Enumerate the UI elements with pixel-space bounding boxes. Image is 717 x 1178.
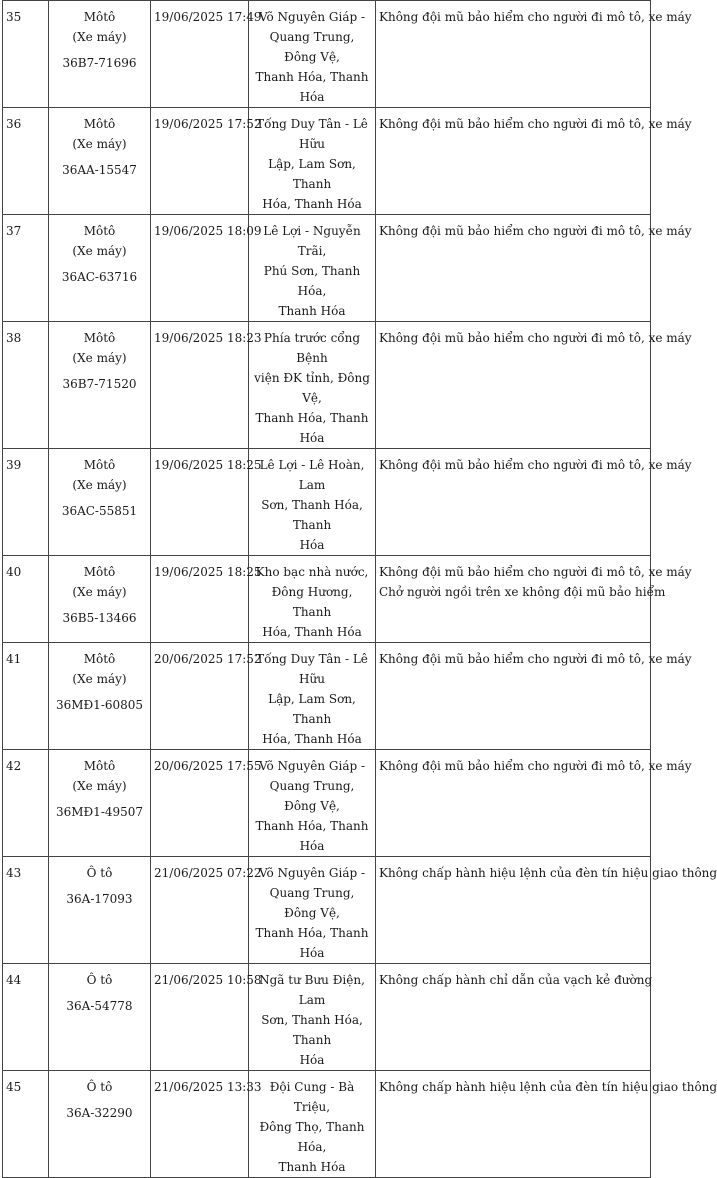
license-plate: 36AA-15547 <box>62 163 137 177</box>
vehicle-type: Môtô <box>83 652 116 666</box>
license-plate: 36A-17093 <box>66 892 133 906</box>
location-cell <box>249 964 376 1071</box>
violation-cell <box>376 857 717 964</box>
table-row <box>3 964 651 1071</box>
vehicle-cell <box>49 556 151 643</box>
violation-text: Không đội mũ bảo hiểm cho người đi mô tô, xe máy <box>379 10 692 24</box>
violation-cell <box>376 108 692 215</box>
violations-table-body <box>3 1 717 1178</box>
location-cell <box>249 857 376 964</box>
table-row <box>3 643 651 750</box>
location-cell <box>249 1 376 108</box>
row-number-cell: 35 <box>3 1 49 108</box>
violation-cell <box>376 1 692 108</box>
license-plate: 36B7-71696 <box>62 56 137 70</box>
table-row <box>3 1 651 108</box>
violation-time-cell: 21/06/2025 13:33 <box>151 1071 249 1178</box>
location-line: Thanh Hóa, Thanh Hóa <box>255 819 369 853</box>
license-plate: 36MĐ1-60805 <box>55 698 144 712</box>
violation-text: Không chấp hành chỉ dẫn của vạch kẻ đường <box>379 973 653 987</box>
violation-time-cell: 19/06/2025 18:25 <box>151 449 249 556</box>
location-line: Đội Cung - Bà Triệu, <box>269 1080 355 1114</box>
location-line: Thanh Hóa, Thanh Hóa <box>255 926 369 960</box>
violation-text: Không đội mũ bảo hiểm cho người đi mô tô, xe máy <box>379 759 692 773</box>
license-plate: 36B7-71520 <box>62 377 137 391</box>
vehicle-type: Môtô <box>83 565 116 579</box>
location-cell <box>249 108 376 215</box>
violations-table <box>2 0 717 1178</box>
vehicle-cell <box>49 108 151 215</box>
vehicle-cell <box>49 643 151 750</box>
violation-cell <box>376 964 651 1071</box>
vehicle-subtype: (Xe máy) <box>72 779 127 793</box>
location-line: Lê Lợi - Lê Hoàn, Lam <box>259 458 365 492</box>
vehicle-subtype: (Xe máy) <box>72 30 127 44</box>
violation-text: Không đội mũ bảo hiểm cho người đi mô tô, xe máy <box>379 565 692 579</box>
violation-cell <box>376 750 692 857</box>
violation-time-cell: 19/06/2025 18:23 <box>151 322 249 449</box>
location-line: Đông Hương, Thanh <box>271 585 353 619</box>
location-line: Sơn, Thanh Hóa, Thanh <box>261 498 363 532</box>
row-number-cell: 37 <box>3 215 49 322</box>
vehicle-type: Môtô <box>83 224 116 238</box>
table-row <box>3 1071 651 1178</box>
location-cell <box>249 449 376 556</box>
vehicle-cell <box>49 964 151 1071</box>
license-plate: 36A-32290 <box>66 1106 133 1120</box>
location-line: Lập, Lam Sơn, Thanh <box>268 157 356 191</box>
vehicle-subtype: (Xe máy) <box>72 585 127 599</box>
vehicle-cell <box>49 1071 151 1178</box>
vehicle-cell <box>49 322 151 449</box>
location-line: Lập, Lam Sơn, Thanh <box>268 692 356 726</box>
location-line: Lê Lợi - Nguyễn Trãi, <box>263 224 361 258</box>
location-line: Võ Nguyên Giáp - <box>258 866 366 880</box>
violation-text: Không chấp hành hiệu lệnh của đèn tín hiệu giao thông <box>379 1080 717 1094</box>
violation-cell <box>376 322 692 449</box>
location-line: Quang Trung, Đông Vệ, <box>269 779 355 813</box>
row-number-cell: 41 <box>3 643 49 750</box>
vehicle-type: Môtô <box>83 759 116 773</box>
location-cell <box>249 215 376 322</box>
table-row <box>3 449 651 556</box>
location-line: Quang Trung, Đông Vệ, <box>269 30 355 64</box>
location-cell <box>249 750 376 857</box>
vehicle-type: Môtô <box>83 458 116 472</box>
vehicle-cell <box>49 857 151 964</box>
table-row <box>3 750 651 857</box>
vehicle-type: Môtô <box>83 117 116 131</box>
violation-text: Không đội mũ bảo hiểm cho người đi mô tô, xe máy <box>379 652 692 666</box>
location-line: Thanh Hóa <box>278 1160 346 1174</box>
location-line: Hóa, Thanh Hóa <box>262 197 362 211</box>
location-line: Phú Sơn, Thanh Hóa, <box>263 264 361 298</box>
location-line: Võ Nguyên Giáp - <box>258 759 366 773</box>
violation-time-cell: 19/06/2025 18:09 <box>151 215 249 322</box>
location-line: Hóa <box>299 538 325 552</box>
location-cell <box>249 1071 376 1178</box>
violation-time-cell: 21/06/2025 07:22 <box>151 857 249 964</box>
location-line: viện ĐK tỉnh, Đông Vệ, <box>254 371 370 405</box>
violation-cell <box>376 556 692 643</box>
license-plate: 36A-54778 <box>66 999 133 1013</box>
location-line: Kho bạc nhà nước, <box>255 565 369 579</box>
location-cell <box>249 556 376 643</box>
location-line: Tống Duy Tân - Lê Hữu <box>256 652 368 686</box>
vehicle-type: Ô tô <box>86 973 113 987</box>
location-cell <box>249 643 376 750</box>
violation-cell <box>376 215 692 322</box>
vehicle-subtype: (Xe máy) <box>72 137 127 151</box>
vehicle-type: Ô tô <box>86 866 113 880</box>
row-number-cell: 42 <box>3 750 49 857</box>
violation-time-cell: 19/06/2025 18:25 <box>151 556 249 643</box>
violation-time-cell: 20/06/2025 17:55 <box>151 750 249 857</box>
table-row <box>3 108 651 215</box>
violation-cell <box>376 1071 717 1178</box>
violation-text: Không đội mũ bảo hiểm cho người đi mô tô, xe máy <box>379 331 692 345</box>
vehicle-subtype: (Xe máy) <box>72 478 127 492</box>
violation-time-cell: 19/06/2025 17:52 <box>151 108 249 215</box>
location-line: Sơn, Thanh Hóa, Thanh <box>261 1013 363 1047</box>
license-plate: 36AC-55851 <box>61 504 138 518</box>
vehicle-subtype: (Xe máy) <box>72 672 127 686</box>
vehicle-cell <box>49 449 151 556</box>
vehicle-cell <box>49 215 151 322</box>
vehicle-cell <box>49 750 151 857</box>
vehicle-type: Môtô <box>83 331 116 345</box>
violation-text: Không đội mũ bảo hiểm cho người đi mô tô, xe máy <box>379 224 692 238</box>
location-line: Thanh Hóa, Thanh Hóa <box>255 70 369 104</box>
violation-time-cell: 19/06/2025 17:49 <box>151 1 249 108</box>
table-row <box>3 215 651 322</box>
row-number-cell: 44 <box>3 964 49 1071</box>
row-number-cell: 43 <box>3 857 49 964</box>
vehicle-subtype: (Xe máy) <box>72 351 127 365</box>
location-line: Thanh Hóa, Thanh Hóa <box>255 411 369 445</box>
violation-time-cell: 21/06/2025 10:58 <box>151 964 249 1071</box>
vehicle-cell <box>49 1 151 108</box>
location-line: Hóa, Thanh Hóa <box>262 625 362 639</box>
violation-cell <box>376 449 692 556</box>
location-line: Ngã tư Bưu Điện, Lam <box>259 973 365 1007</box>
violation-text: Không chấp hành hiệu lệnh của đèn tín hiệu giao thông <box>379 866 717 880</box>
violation-text: Không đội mũ bảo hiểm cho người đi mô tô, xe máy <box>379 117 692 131</box>
table-row <box>3 322 651 449</box>
license-plate: 36AC-63716 <box>61 270 138 284</box>
table-row <box>3 556 651 643</box>
location-cell <box>249 322 376 449</box>
location-line: Đông Thọ, Thanh Hóa, <box>259 1120 365 1154</box>
license-plate: 36MĐ1-49507 <box>55 805 144 819</box>
vehicle-type: Ô tô <box>86 1080 113 1094</box>
row-number-cell: 45 <box>3 1071 49 1178</box>
location-line: Hóa <box>299 1053 325 1067</box>
violation-text: Không đội mũ bảo hiểm cho người đi mô tô, xe máy <box>379 458 692 472</box>
row-number-cell: 40 <box>3 556 49 643</box>
row-number-cell: 36 <box>3 108 49 215</box>
location-line: Võ Nguyên Giáp - <box>258 10 366 24</box>
vehicle-type: Môtô <box>83 10 116 24</box>
row-number-cell: 39 <box>3 449 49 556</box>
vehicle-subtype: (Xe máy) <box>72 244 127 258</box>
location-line: Quang Trung, Đông Vệ, <box>269 886 355 920</box>
location-line: Phía trước cổng Bệnh <box>263 331 361 365</box>
violation-text: Chở người ngồi trên xe không đội mũ bảo hiểm <box>379 585 666 599</box>
location-line: Tống Duy Tân - Lê Hữu <box>256 117 368 151</box>
violation-cell <box>376 643 692 750</box>
location-line: Hóa, Thanh Hóa <box>262 732 362 746</box>
table-row <box>3 857 651 964</box>
license-plate: 36B5-13466 <box>62 611 137 625</box>
location-line: Thanh Hóa <box>278 304 346 318</box>
violation-time-cell: 20/06/2025 17:52 <box>151 643 249 750</box>
row-number-cell: 38 <box>3 322 49 449</box>
